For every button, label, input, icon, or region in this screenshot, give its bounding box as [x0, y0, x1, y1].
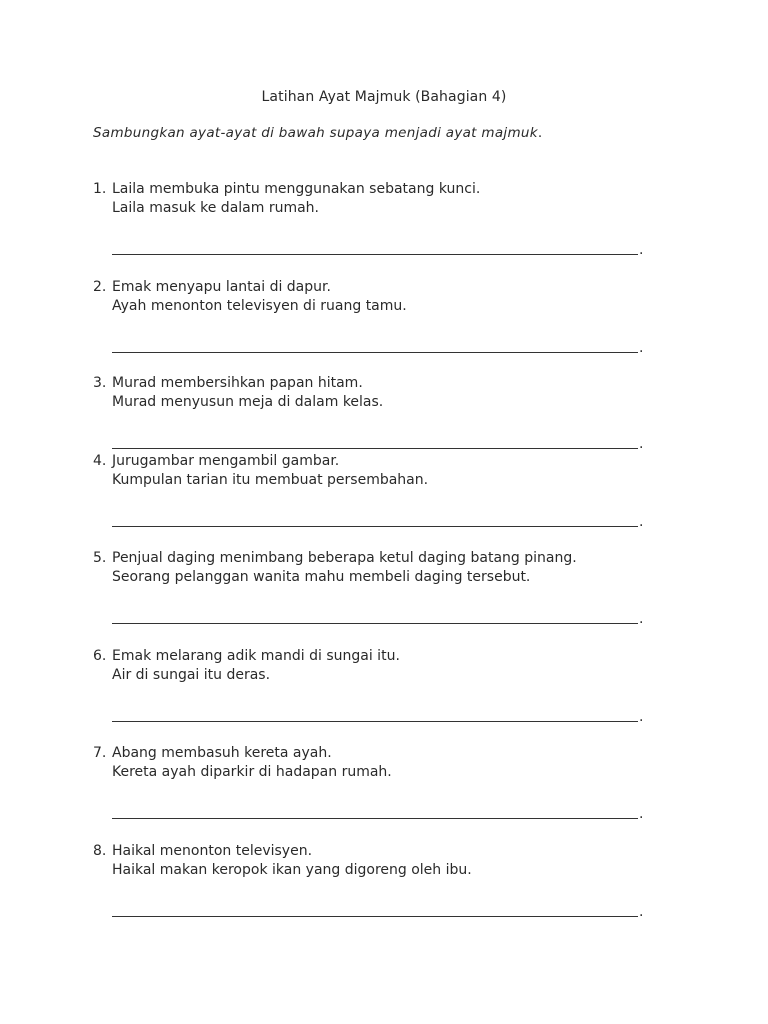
question-sentence-2: Kumpulan tarian itu membuat persembahan. [112, 472, 429, 488]
question-line-1 [93, 374, 653, 393]
question-number: 1. [93, 181, 107, 197]
answer-line[interactable] [112, 448, 638, 449]
instruction-text: Sambungkan ayat-ayat di bawah supaya menjadi ayat majmuk [93, 125, 538, 141]
question-sentence-2: Laila masuk ke dalam rumah. [112, 200, 319, 216]
question-line-2 [93, 568, 653, 587]
question-line-2 [93, 861, 653, 880]
question-sentence-1: Emak melarang adik mandi di sungai itu. [112, 648, 400, 664]
question-sentence-2: Kereta ayah diparkir di hadapan rumah. [112, 764, 392, 780]
question-sentence-2: Haikal makan keropok ikan yang digoreng oleh ibu. [112, 862, 472, 878]
answer-line[interactable] [112, 352, 638, 353]
question-line-2 [93, 297, 653, 316]
question-line-2 [93, 666, 653, 685]
question-item [93, 744, 653, 822]
question-line-2 [93, 471, 653, 490]
answer-line[interactable] [112, 721, 638, 722]
question-sentence-1: Abang membasuh kereta ayah. [112, 745, 332, 761]
answer-line[interactable] [112, 623, 638, 624]
answer-line[interactable] [112, 526, 638, 527]
question-sentence-2: Seorang pelanggan wanita mahu membeli daging tersebut. [112, 569, 531, 585]
question-sentence-1: Haikal menonton televisyen. [112, 843, 313, 859]
question-number: 3. [93, 375, 107, 391]
question-item [93, 647, 653, 725]
question-number: 8. [93, 843, 107, 859]
answer-period: . [639, 514, 644, 530]
answer-period: . [639, 611, 644, 627]
question-line-2 [93, 393, 653, 412]
question-sentence-1: Penjual daging menimbang beberapa ketul daging batang pinang. [112, 550, 577, 566]
question-sentence-1: Laila membuka pintu menggunakan sebatang kunci. [112, 181, 481, 197]
question-line-2 [93, 199, 653, 218]
question-number: 7. [93, 745, 107, 761]
question-line-1 [93, 744, 653, 763]
instruction [93, 124, 542, 142]
answer-period: . [639, 242, 644, 258]
question-number: 4. [93, 453, 107, 469]
question-line-1 [93, 278, 653, 297]
question-line-1 [93, 549, 653, 568]
question-item [93, 452, 653, 530]
question-number: 5. [93, 550, 107, 566]
answer-period: . [639, 904, 644, 920]
question-line-2 [93, 763, 653, 782]
answer-line[interactable] [112, 916, 638, 917]
question-item [93, 374, 653, 452]
answer-period: . [639, 806, 644, 822]
question-line-1 [93, 842, 653, 861]
answer-period: . [639, 709, 644, 725]
answer-period: . [639, 436, 644, 452]
question-number: 2. [93, 279, 107, 295]
question-sentence-2: Air di sungai itu deras. [112, 667, 271, 683]
question-sentence-2: Murad menyusun meja di dalam kelas. [112, 394, 384, 410]
question-line-1 [93, 452, 653, 471]
question-sentence-1: Emak menyapu lantai di dapur. [112, 279, 331, 295]
question-line-1 [93, 647, 653, 666]
answer-line[interactable] [112, 818, 638, 819]
question-sentence-2: Ayah menonton televisyen di ruang tamu. [112, 298, 407, 314]
question-line-1 [93, 180, 653, 199]
question-item [93, 549, 653, 627]
question-item [93, 842, 653, 920]
question-sentence-1: Murad membersihkan papan hitam. [112, 375, 363, 391]
question-item [93, 278, 653, 356]
question-number: 6. [93, 648, 107, 664]
instruction-period: . [537, 125, 543, 141]
question-item [93, 180, 653, 258]
question-sentence-1: Jurugambar mengambil gambar. [112, 453, 340, 469]
answer-line[interactable] [112, 254, 638, 255]
page-title: Latihan Ayat Majmuk (Bahagian 4) [261, 89, 507, 105]
answer-period: . [639, 340, 644, 356]
